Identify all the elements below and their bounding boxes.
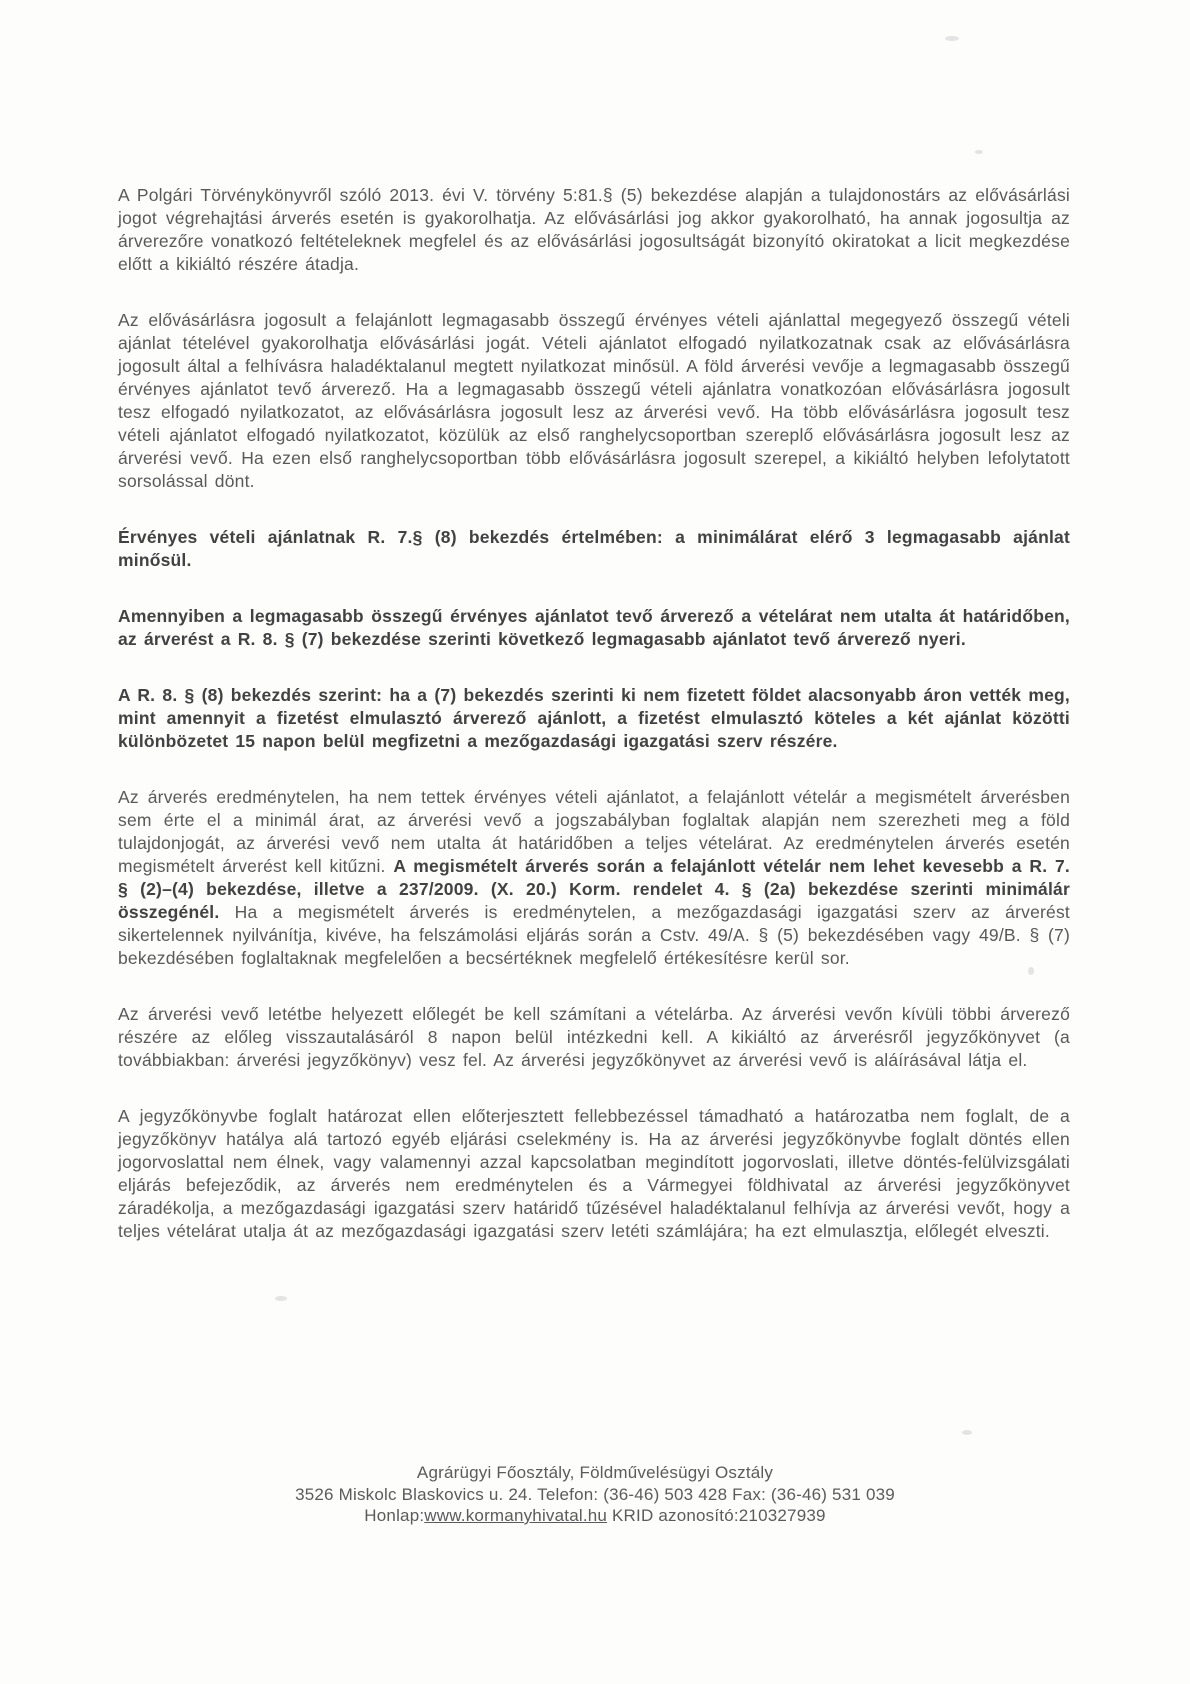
footer-address: 3526 Miskolc Blaskovics u. 24. Telefon: (36-46) 503 428 Fax: (36-46) 531 039 bbox=[295, 1484, 895, 1504]
scan-noise bbox=[962, 1430, 972, 1435]
footer-website-line bbox=[0, 1505, 1190, 1527]
paragraph-text: A Polgári Törvénykönyvről szóló 2013. évi V. törvény 5:81.§ (5) bekezdése alapján a tulajdonostárs az elővásárlási jogot végrehajtási árverés esetén is gyakorolhatja. Az elővásárlási jog akkor gyakorolható, ha annak jogosultja az árverezőre vonatkozó feltételeknek megfelel és az elővásárlási jogosultságát bizonyító okiratokat a licit megkezdése előtt a kikiáltó részére átadja. bbox=[118, 185, 1070, 274]
paragraph-text: Ha a megismételt árverés is eredménytelen, a mezőgazdasági igazgatási szerv az árverést sikertelennek nyilvánítja, kivéve, ha felszámolási eljárás során a Cstv. 49/A. § (5) bekezdésében vagy 49/B. § (7) bekezdésében foglaltaknak megfelelően a becsértéknek megfelelő értékesítésre kerül sor. bbox=[118, 902, 1070, 968]
paragraph bbox=[118, 605, 1070, 651]
website-link[interactable]: www.kormanyhivatal.hu bbox=[424, 1506, 608, 1525]
footer-krid: KRID azonosító:210327939 bbox=[607, 1506, 826, 1525]
footer-department: Agrárügyi Főosztály, Földművelésügyi Osztály bbox=[416, 1463, 774, 1482]
paragraph-text: A jegyzőkönyvbe foglalt határozat ellen előterjesztett fellebbezéssel támadható a határozatba nem foglalt, de a jegyzőkönyv hatálya alá tartozó egyéb eljárási cselekmény is. Ha az árverési jegyzőkönyvbe foglalt döntés ellen jogorvoslattal nem élnek, vagy valamennyi azzal kapcsolatban megindított jogorvoslati, illetve döntés-felülvizsgálati eljárás befejeződik, az árverés nem eredménytelen és a Vármegyei földhivatal az árverési jegyzőkönyvet záradékolja, a mezőgazdasági igazgatási szerv határidő tűzésével haladéktalanul felhívja az árverési vevőt, hogy a teljes vételárat utalja át az mezőgazdasági igazgatási szerv letéti számlájára; ha ezt elmulasztja, előlegét elveszti. bbox=[118, 1106, 1070, 1241]
paragraph-text-bold: A R. 8. § (8) bekezdés szerint: ha a (7) bekezdés szerinti ki nem fizetett földet alacsonyabb áron vették meg, mint amennyit a fizetést elmulasztó árverező ajánlott, a fizetést elmulasztó köteles a két ajánlat közötti különbözetet 15 napon belül megfizetni a mezőgazdasági igazgatási szerv részére. bbox=[118, 685, 1070, 751]
paragraph bbox=[118, 786, 1070, 970]
paragraph bbox=[118, 1003, 1070, 1072]
paragraph-text-bold: Amennyiben a legmagasabb összegű érvényes ajánlatot tevő árverező a vételárat nem utalta át határidőben, az árverést a R. 8. § (7) bekezdése szerinti következő legmagasabb ajánlatot tevő árverező nyeri. bbox=[118, 606, 1070, 649]
paragraph bbox=[118, 526, 1070, 572]
footer-website-label: Honlap: bbox=[364, 1506, 425, 1525]
scan-noise bbox=[945, 36, 959, 41]
paragraph bbox=[118, 1105, 1070, 1243]
document-footer bbox=[0, 1462, 1190, 1527]
scan-noise bbox=[275, 1296, 287, 1301]
paragraph-text-bold: Érvényes vételi ajánlatnak R. 7.§ (8) bekezdés értelmében: a minimálárat elérő 3 legmagasabb ajánlat minősül. bbox=[118, 527, 1070, 570]
paragraph bbox=[118, 309, 1070, 493]
scan-noise bbox=[975, 150, 983, 154]
paragraph-text: Az árverés eredménytelen, ha nem tettek érvényes vételi ajánlatot, a felajánlott vételár a megismételt árverésben sem érte el a minimál árat, az árverési vevő a jogszabályban foglaltak alapján nem szerezheti meg a föld tulajdonjogát, az árverési vevő nem utalta át határidőben a teljes vételárat. Az eredménytelen árverés esetén megismételt árverést kell kitűzni. bbox=[118, 787, 1070, 876]
document-body bbox=[118, 184, 1070, 1276]
paragraph-text: Az árverési vevő letétbe helyezett előlegét be kell számítani a vételárba. Az árverési vevőn kívüli többi árverező részére az előleg visszautalásáról 8 napon belül intézkedni kell. A kikiáltó az árverésről jegyzőkönyvet (a továbbiakban: árverési jegyzőkönyv) vesz fel. Az árverési jegyzőkönyvet az árverési vevő is aláírásával látja el. bbox=[118, 1004, 1070, 1070]
paragraph bbox=[118, 684, 1070, 753]
paragraph bbox=[118, 184, 1070, 276]
paragraph-text-bold: A megismételt árverés során a felajánlott vételár nem lehet kevesebb a R. 7. § (2)–(4) bekezdése, illetve a 237/2009. (X. 20.) Korm. rendelet 4. § (2a) bekezdése szerinti minimálár összegénél. bbox=[118, 856, 1070, 922]
paragraph-text: Az elővásárlásra jogosult a felajánlott legmagasabb összegű érvényes vételi ajánlattal megegyező összegű vételi ajánlat tételével gyakorolhatja elővásárlási jogát. Vételi ajánlatot elfogadó nyilatkozatnak csak az elővásárlásra jogosult által a felhívásra haladéktalanul megtett nyilatkozat minősül. A föld árverési vevője a legmagasabb összegű érvényes ajánlatot tevő árverező. Ha a legmagasabb összegű vételi ajánlatra vonatkozóan elővásárlásra jogosult tesz elfogadó nyilatkozatot, az elővásárlásra jogosult lesz az árverési vevő. Ha több elővásárlásra jogosult tesz vételi ajánlatot elfogadó nyilatkozatot, közülük az első ranghelycsoportban szereplő elővásárlásra jogosult lesz az árverési vevő. Ha ezen első ranghelycsoportban több elővásárlásra jogosult szerepel, a kikiáltó helyben lefolytatott sorsolással dönt. bbox=[118, 310, 1070, 491]
